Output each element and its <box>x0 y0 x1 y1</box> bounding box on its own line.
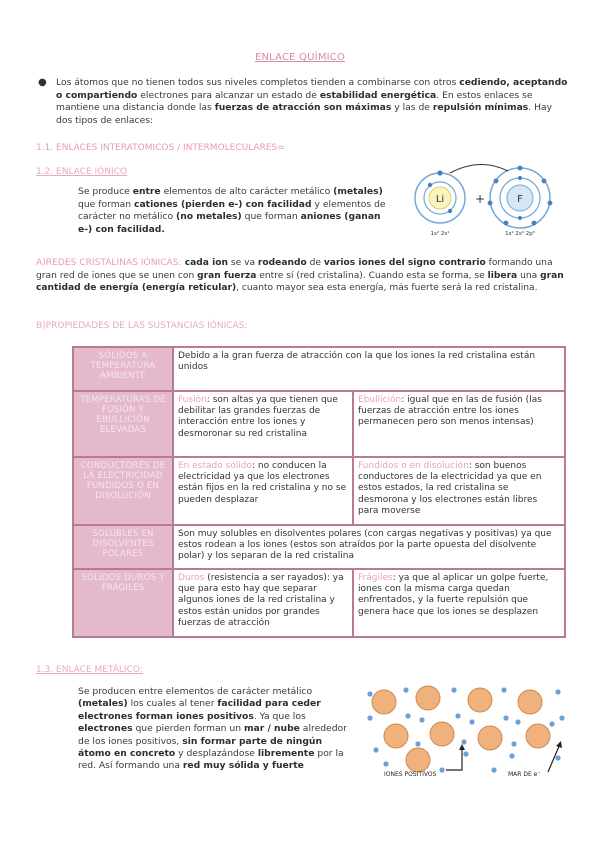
electron-dot <box>439 767 444 772</box>
sea-arrow-head <box>556 741 562 748</box>
metal-text: los cuales al tener <box>127 698 218 710</box>
row-header: CONDUCTORES DE LA ELECTRICIDAD FUNDIDOS O EN DISOLUCIÓN <box>73 457 173 525</box>
cell-text: : ya que al aplicar un golpe fuerte, iones con la misma carga quedan enfrentados, y la fuerte repulsión que genera hace que los iones se desplazen <box>358 573 549 617</box>
redes-bold: libera <box>487 270 518 281</box>
section-heading-interatomic: 1.1. ENLACES INTERATOMICOS / INTERMOLECULARES= <box>36 143 285 153</box>
cell-label: En estado sólido <box>178 461 253 471</box>
electron-dot <box>469 719 474 724</box>
electron-dot <box>515 719 520 724</box>
metallic-paragraph <box>78 686 356 773</box>
redes-bold: gran fuerza <box>197 270 257 281</box>
electron-dot <box>555 755 560 760</box>
redes-bold: rodeando <box>257 258 307 268</box>
electron-dot <box>555 689 560 694</box>
redes-text: , cuanto mayor sea esta energía, más fuerte será la red cristalina. <box>236 283 538 293</box>
table-cell <box>353 391 565 457</box>
electron-dot <box>405 713 410 718</box>
atom-label-li: Li <box>435 194 445 205</box>
electron-transfer-arrow <box>450 164 508 173</box>
intro-paragraph <box>38 77 570 127</box>
intro-bold: estabilidad energética <box>319 89 437 101</box>
intro-text: y las de <box>391 102 433 114</box>
ionic-text: elementos de alto carácter metálico <box>160 186 334 197</box>
metal-text: alrededor de los iones positivos, <box>78 723 347 747</box>
bullet-icon: ● <box>38 77 47 88</box>
table-cell <box>353 569 565 637</box>
electron-dot <box>451 687 456 692</box>
electron-dot <box>559 715 564 720</box>
electron-dot <box>367 715 372 720</box>
ionic-bold: (no metales) <box>176 211 242 223</box>
intro-text: Los átomos que no tienen todos sus niveles completos tienden a combinarse con otros <box>56 77 460 88</box>
metal-text: y desplazándose <box>175 748 258 760</box>
cell-text: (resistencia a ser rayados): ya que para esto hay que separar algunos iones de la red cristalina y estos están unidos por grandes fuerzas de atracción <box>178 573 344 628</box>
row-header: SÓLIDOS A TEMPERATURA AMBIENTE <box>73 347 173 391</box>
electron-dot <box>463 751 468 756</box>
table-cell <box>173 457 353 525</box>
metal-text: que pierden forman un <box>132 723 244 735</box>
table-cell: Debido a la gran fuerza de atracción con la que los iones la red cristalina están unidos <box>173 347 565 391</box>
metal-bold: mar / nube <box>243 723 300 735</box>
label-sea: MAR DE e⁻ <box>508 771 541 778</box>
ionic-bold: entre <box>132 186 161 197</box>
ionic-text: y elementos de carácter no metálico <box>78 198 386 223</box>
intro-text: . En estos enlaces se mantiene una distancia donde las <box>56 89 533 114</box>
table-cell <box>173 569 353 637</box>
positive-ion <box>416 686 440 710</box>
table-cell: Son muy solubles en disolventes polares (con cargas negativas y positivas) ya que estos rodean a los iones (estos son atraídos por la parte opuesta del disolvente polar) y los separan de la red cristalina <box>173 525 565 569</box>
metal-bold: red muy sólida y fuerte <box>182 760 304 772</box>
table-row <box>73 391 565 457</box>
table-row <box>73 569 565 637</box>
positive-ion <box>384 724 408 748</box>
label-ions: IONES POSITIVOS <box>384 771 437 778</box>
electron-dot <box>455 713 460 718</box>
positive-ion <box>406 748 430 772</box>
caption-li: 1s² 2s¹ <box>430 231 450 237</box>
ionic-bold: (metales) <box>333 186 383 197</box>
table-cell <box>173 391 353 457</box>
ionic-bold: cationes (pierden e-) con facilidad <box>134 198 312 210</box>
page-title: ENLACE QUÍMICO <box>254 52 346 63</box>
table-row <box>73 457 565 525</box>
redes-label: A)REDES CRISTALINAS IÓNICAS: <box>36 258 182 268</box>
electron-dot <box>403 687 408 692</box>
electron-dot <box>461 739 466 744</box>
positive-ion <box>468 688 492 712</box>
metallic-bond-diagram <box>362 684 572 782</box>
redes-text: formando una gran red de iones que se unen con <box>36 258 553 281</box>
cell-label: Fusión <box>178 395 207 405</box>
section-heading-ionic: 1.2. ENLACE IÓNICO <box>36 167 127 177</box>
cell-text: : son altas ya que tienen que debilitar las grandes fuerzas de interacción entre los iones y desmoronar su red cristalina <box>178 395 338 439</box>
table-cell <box>353 457 565 525</box>
properties-table <box>72 346 566 638</box>
ionic-text: que forman <box>78 198 135 210</box>
metal-text: por la red. Así formando una <box>78 748 344 772</box>
metal-text: . Ya que los <box>253 710 306 722</box>
cell-text: : igual que en las de fusión (las fuerzas de atracción entre los iones permanecen pero son menos intensas) <box>358 395 542 428</box>
cell-text: : son buenos conductores de la electricidad ya que en estos estados, la red cristalina se desmorona y los electrones están libres para moverse <box>358 461 542 516</box>
electron-dot <box>491 767 496 772</box>
ionic-text: Se produce <box>78 186 133 197</box>
intro-bold: cediendo, aceptando o compartiendo <box>56 77 568 101</box>
table-row <box>73 347 565 391</box>
redes-text: de <box>306 258 324 268</box>
table-row <box>73 525 565 569</box>
cell-label: Ebullición <box>358 395 402 405</box>
ionic-bond-diagram <box>410 163 570 238</box>
row-header: TEMPERATURAS DE FUSIÓN Y EBULLICIÓN ELEVADAS <box>73 391 173 457</box>
positive-ion <box>518 690 542 714</box>
ionic-bold: aniones (ganan e-) con facilidad. <box>78 211 381 235</box>
intro-text: . Hay dos tipos de enlaces: <box>56 102 553 126</box>
cell-label: Duros <box>178 573 205 583</box>
metal-bold: sin formar parte de ningún átomo en concreto <box>78 735 323 760</box>
electron-dot <box>367 691 372 696</box>
redes-bold: cada ion <box>181 258 228 268</box>
row-header: SÓLIDOS DUROS Y FRÁGILES <box>73 569 173 637</box>
electron-dot <box>383 761 388 766</box>
row-header: SOLUBLES EN DISOLVENTES POLARES <box>73 525 173 569</box>
metal-bold: libremente <box>257 748 315 760</box>
positive-ion <box>430 722 454 746</box>
metal-bold: electrones <box>78 723 133 735</box>
electron-dot <box>501 687 506 692</box>
atom-label-f: F <box>517 194 523 205</box>
redes-text: entre sí (red cristalina). Cuando esta se forma, se <box>256 270 488 281</box>
caption-f: 1s² 2s² 2p⁵ <box>505 231 535 237</box>
plus-sign: + <box>474 192 486 206</box>
section-heading-properties: B)PROPIEDADES DE LAS SUSTANCIAS IÓNICAS: <box>36 321 248 331</box>
electron-dot <box>503 715 508 720</box>
positive-ion <box>526 724 550 748</box>
redes-bold: gran cantidad de energía (energía reticular) <box>36 270 564 293</box>
redes-text: una <box>517 270 541 281</box>
electron-dot <box>419 717 424 722</box>
intro-bold: fuerzas de atracción son máximas <box>214 102 392 114</box>
electron-dot <box>415 741 420 746</box>
intro-bold: repulsión mínimas <box>432 102 529 114</box>
ionic-paragraph <box>78 186 396 236</box>
electron-dot <box>509 753 514 758</box>
electron-dot <box>373 747 378 752</box>
metal-bold: (metales) <box>78 698 128 710</box>
electron-dot <box>511 741 516 746</box>
electron-dot <box>549 721 554 726</box>
positive-ion <box>372 690 396 714</box>
intro-text: electrones para alcanzar un estado de <box>137 89 320 101</box>
positive-ion <box>478 726 502 750</box>
ions-arrow-head <box>459 744 465 750</box>
section-heading-metallic: 1.3. ENLACE METÁLICO: <box>36 665 143 675</box>
redes-text: se va <box>227 258 258 268</box>
cell-label: Fundidos o en disolución <box>358 461 469 471</box>
cell-label: Frágiles <box>358 573 393 583</box>
metal-text: Se producen entre elementos de carácter metálico <box>78 686 313 697</box>
redes-bold: varios iones del signo contrario <box>323 258 486 268</box>
metal-bold: facilidad para ceder electrones forman iones positivos <box>78 698 321 722</box>
crystal-lattice-paragraph <box>36 257 566 295</box>
cell-text: : no conducen la electricidad ya que los electrones están fijos en la red cristalina y no se pueden desplazar <box>178 461 347 505</box>
ionic-text: que forman <box>241 211 301 223</box>
